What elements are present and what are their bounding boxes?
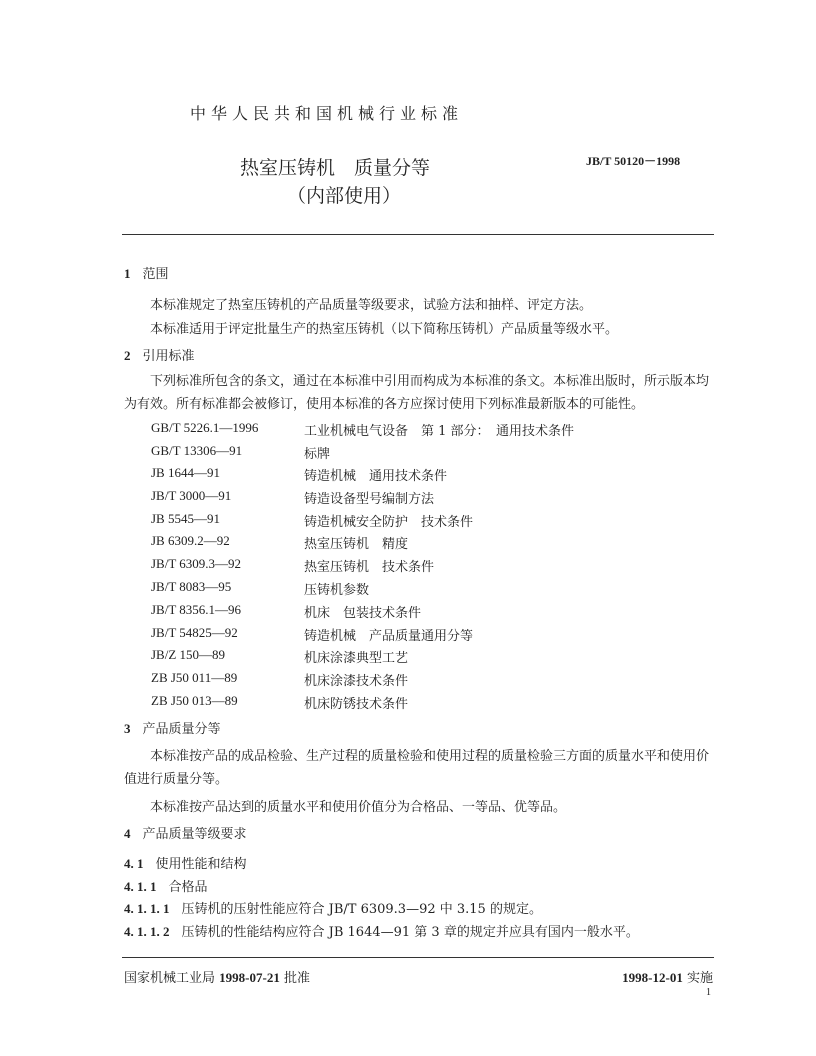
reference-code: GB/T 5226.1—1996 [151, 420, 259, 435]
clause [124, 921, 639, 940]
paragraph: 下列标准所包含的条文，通过在本标准中引用而构成为本标准的条文。本标准出版时，所示版本均为有效。所有标准都会被修订，使用本标准的各方应探讨使用下列标准最新版本的可能性。 [124, 374, 710, 412]
section-number: 4. 1. 1. 1 [124, 901, 170, 916]
section-number: 2 [124, 348, 131, 363]
reference-title: 机床涂漆典型工艺 [304, 651, 409, 666]
reference-code: GB/T 13306—91 [151, 443, 243, 458]
reference-code: JB 1644—91 [151, 465, 220, 480]
reference-code: JB/T 8356.1—96 [151, 602, 242, 617]
reference-code: JB/T 3000—91 [151, 488, 232, 503]
section-title: 引用标准 [142, 349, 195, 364]
impl-label: 实施 [686, 971, 713, 986]
section-heading [124, 345, 195, 364]
reference-code: JB/T 8083—95 [151, 579, 232, 594]
subsection-heading [124, 853, 247, 872]
reference-title: 铸造机械 产品质量通用分等 [304, 629, 474, 644]
paragraph: 本标准规定了热室压铸机的产品质量等级要求，试验方法和抽样、评定方法。 [150, 298, 593, 313]
reference-title: 机床 包装技术条件 [304, 606, 422, 621]
approval-line [124, 967, 310, 986]
reference-code: JB 5545—91 [151, 511, 220, 526]
section-number: 1 [124, 266, 131, 281]
section-number: 4. 1 [124, 856, 144, 871]
standard-code: JB/T 50120－1998 [586, 154, 681, 168]
approve-date: 1998-07-21 [219, 970, 280, 985]
page-number: 1 [706, 987, 711, 998]
section-title: 产品质量分等 [142, 722, 221, 737]
section-heading [124, 823, 247, 842]
reference-code: ZB J50 013—89 [151, 693, 238, 708]
issuer: 国家机械工业局 [124, 971, 216, 986]
section-heading [124, 263, 169, 282]
section-number: 3 [124, 721, 131, 736]
reference-code: ZB J50 011—89 [151, 670, 238, 685]
reference-title: 压铸机参数 [304, 583, 370, 598]
reference-title: 铸造设备型号编制方法 [304, 492, 435, 507]
reference-title: 机床防锈技术条件 [304, 697, 409, 712]
document-subtitle: （内部使用） [287, 185, 402, 207]
reference-title: 铸造机械 通用技术条件 [304, 469, 448, 484]
section-title: 合格品 [168, 880, 208, 895]
reference-code: JB/T 54825—92 [151, 625, 238, 640]
section-heading [124, 718, 221, 737]
clause-text: 压铸机的性能结构应符合 JB 1644—91 第 3 章的规定并应具有国内一般水平。 [181, 925, 639, 940]
impl-date: 1998-12-01 [622, 970, 683, 985]
section-title: 产品质量等级要求 [142, 827, 247, 842]
reference-title: 工业机械电气设备 第 1 部分： 通用技术条件 [304, 424, 575, 439]
reference-title: 热室压铸机 精度 [304, 537, 409, 552]
top-rule [122, 234, 714, 235]
section-number: 4 [124, 826, 131, 841]
reference-title: 机床涂漆技术条件 [304, 674, 409, 689]
reference-code: JB 6309.2—92 [151, 533, 230, 548]
section-title: 范围 [142, 267, 169, 282]
clause-text: 压铸机的压射性能应符合 JB/T 6309.3—92 中 3.15 的规定。 [181, 902, 542, 917]
paragraph: 本标准按产品的成品检验、生产过程的质量检验和使用过程的质量检验三方面的质量水平和使用价值进行质量分等。 [124, 749, 710, 787]
reference-title: 标牌 [304, 447, 331, 462]
paragraph: 本标准适用于评定批量生产的热室压铸机（以下简称压铸机）产品质量等级水平。 [150, 322, 619, 337]
footer-rule [122, 957, 714, 958]
section-number: 4. 1. 1 [124, 879, 157, 894]
clause [124, 898, 542, 917]
reference-code: JB/Z 150—89 [151, 647, 226, 662]
reference-title: 铸造机械安全防护 技术条件 [304, 515, 474, 530]
reference-title: 热室压铸机 技术条件 [304, 560, 435, 575]
section-number: 4. 1. 1. 2 [124, 924, 170, 939]
implementation-line [622, 967, 713, 986]
approve-label: 批准 [283, 971, 310, 986]
subsection-heading [124, 876, 208, 895]
paragraph: 本标准按产品达到的质量水平和使用价值分为合格品、一等品、优等品。 [150, 800, 567, 815]
section-title: 使用性能和结构 [155, 857, 247, 872]
reference-code: JB/T 6309.3—92 [151, 556, 242, 571]
document-title: 热室压铸机 质量分等 [240, 157, 431, 179]
standard-header: 中华人民共和国机械行业标准 [190, 104, 464, 123]
